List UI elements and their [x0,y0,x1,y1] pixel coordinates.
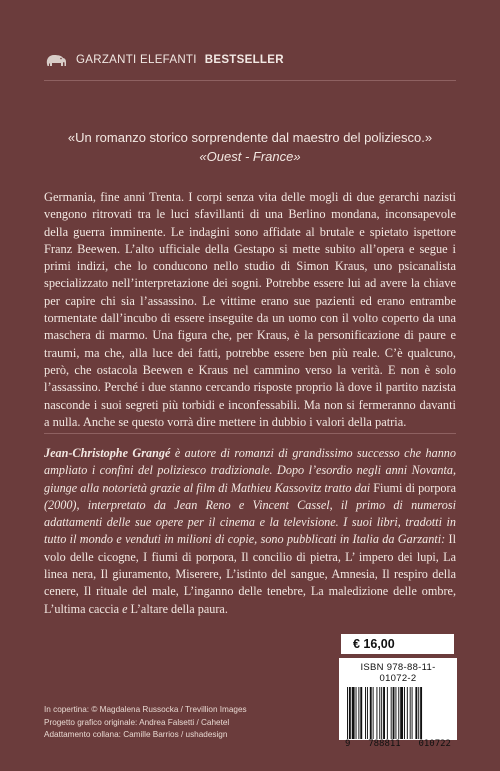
divider [44,80,456,81]
ean-prefix: 9 [345,739,351,749]
isbn: ISBN 978-88-11-01072-2 [360,662,436,684]
synopsis-text: Germania, fine anni Trenta. I corpi senza vita delle mogli di due gerarchi nazisti vengono ritrovati tra le luci sfavillanti di una Berlino mondana, inconsapevole della guerra imminente. Le indagini sono affidate al brutale e spietato ispettore Franz Beewen. L’alto ufficiale della Gestapo si mette subito all’opera e segue i primi indizi, che lo conducono nello studio di Simon Kraus, uno psicanalista specializzato nell’interpretazione dei sogni. Potrebbe essere lui ad avere la chiave per capire chi sia l’assassino. Le vittime erano sue pazienti ed erano entrambe tormentate dall’incubo di essere inseguite da un uomo con il volto coperto da una maschera di marmo. Una figura che, per Kraus, è la personificazione di paure e traumi, ma che, alla luce dei fatti, potrebbe essere ben più reale. C’è qualcuno, però, che ostacola Beewen e Kraus nel cammino verso la verità. E non è solo l’assassino. Perché i due stanno cercando risposte proprio là dove il partito nazista nasconde i suoi segreti più torbidi e inconfessabili. Ma non si fermeranno davanti a nulla. Anche se questo vorrà dire mettere in dubbio i valori della patria. [44,190,456,429]
synopsis [44,189,456,431]
quote-source: «Ouest - France» [199,149,301,164]
price-label [341,634,454,654]
quote-text: «Un romanzo storico sorprendente dal maestro del poliziesco.» [67,130,433,145]
ean-left: 788811 [368,739,401,749]
author-name: Jean-Christophe Grangé [44,446,171,460]
bio-text-2: (2000), interpretato da Jean Reno e Vincent Cassel, il primo di numerosi adattamenti delle sue opere per il cinema e la televisione. I suoi libri, tradotti in tutto il mondo e venduti in milioni di copie, sono pubblicati in Italia da Garzanti: [44,497,456,547]
author-bio [44,445,456,618]
press-quote [44,128,456,166]
film-title: Fiumi di porpora [373,480,456,495]
last-title: L’altare della paura [130,601,225,616]
book-titles: Il volo delle cicogne, I fiumi di porpora, Il concilio di pietra, L’ impero dei lupi, La linea nera, Il giuramento, Miserere, L’istinto del sangue, Amnesia, Il respiro della cenere, Il rituale del male, L’inganno delle tenebre, La maledizione delle ombre, L’ultima caccia [44,532,456,616]
barcode-icon [345,687,451,739]
series-branding [44,52,284,68]
credit-cover: In copertina: © Magdalena Russocka / Trevillion Images [44,705,247,714]
elephant-icon [44,52,68,68]
divider [44,433,456,434]
bio-conj: e [119,601,131,616]
price: € 16,00 [353,637,395,651]
ean-digits [345,739,451,749]
ean-right: 010722 [418,739,451,749]
series-name: GARZANTI ELEFANTI [76,54,197,66]
series-highlight: BESTSELLER [204,54,284,66]
credits [44,704,247,742]
credit-design: Progetto grafico originale: Andrea Falsetti / Cahetel [44,717,230,727]
bio-end: . [224,601,228,616]
bio-text-1: è autore di romanzi di grandissimo successo che hanno ampliato i confini del poliziesco tradizionale. Dopo l’esordio negli anni Novanta, giunge alla notorietà grazie al film di Mathieu Kassovitz tratto dai [44,446,456,495]
credit-adaptation: Adattamento collana: Camille Barrios / ushadesign [44,730,228,739]
barcode-box [339,658,457,749]
